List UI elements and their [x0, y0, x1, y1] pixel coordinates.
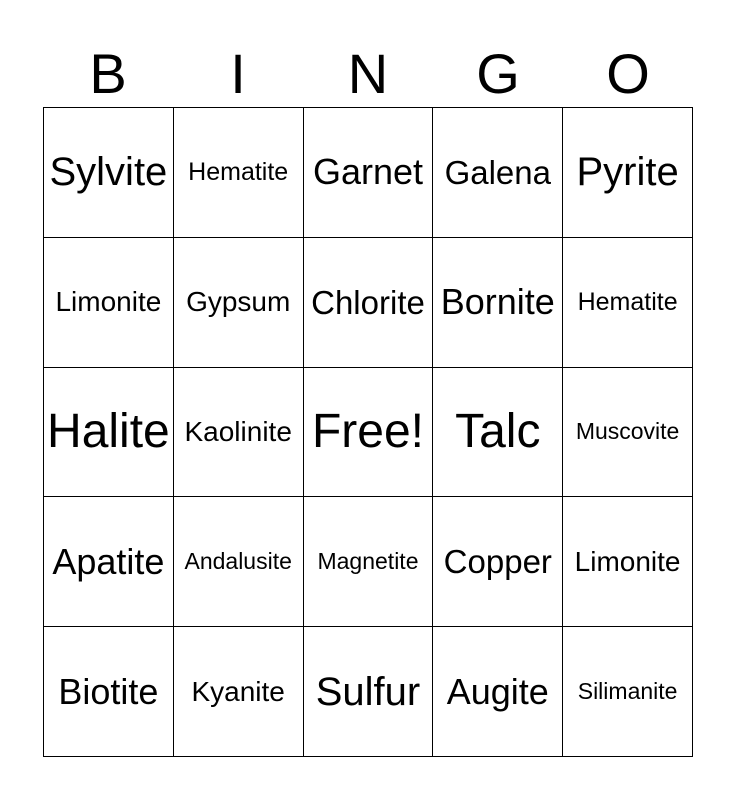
- cell-label: Biotite: [58, 670, 159, 712]
- cell-label: Sulfur: [315, 669, 421, 714]
- bingo-cell[interactable]: [563, 108, 693, 238]
- cell-label: Galena: [444, 153, 551, 191]
- bingo-cell[interactable]: [433, 497, 563, 627]
- cell-label: Kaolinite: [184, 415, 292, 447]
- bingo-cell[interactable]: [174, 238, 304, 368]
- cell-label: Silimanite: [577, 678, 678, 705]
- bingo-cell[interactable]: [304, 108, 434, 238]
- cell-label: Gypsum: [186, 286, 291, 318]
- cell-label: Hematite: [188, 157, 289, 186]
- cell-label: Bornite: [440, 281, 555, 323]
- header-letter-n: N: [347, 42, 389, 105]
- bingo-cell[interactable]: [304, 497, 434, 627]
- bingo-cell[interactable]: [433, 627, 563, 757]
- cell-label: Limonite: [55, 286, 162, 318]
- cell-label: Garnet: [312, 151, 424, 193]
- bingo-header: [43, 40, 693, 108]
- bingo-cell[interactable]: [174, 627, 304, 757]
- header-letter-o: O: [606, 42, 650, 105]
- cell-label: Chlorite: [311, 283, 425, 321]
- bingo-cell[interactable]: [563, 627, 693, 757]
- cell-label: Apatite: [52, 540, 165, 582]
- bingo-cell[interactable]: [44, 108, 174, 238]
- free-space-cell[interactable]: [304, 368, 434, 498]
- cell-label: Halite: [47, 404, 170, 458]
- cell-label: Limonite: [574, 545, 681, 577]
- bingo-cell[interactable]: [563, 238, 693, 368]
- cell-label: Muscovite: [575, 418, 680, 445]
- bingo-grid: [43, 107, 693, 757]
- bingo-cell[interactable]: [433, 238, 563, 368]
- cell-label: Augite: [446, 670, 549, 712]
- bingo-cell[interactable]: [174, 368, 304, 498]
- bingo-cell[interactable]: [563, 497, 693, 627]
- cell-label: Pyrite: [576, 150, 679, 195]
- header-letter-b: B: [89, 42, 127, 105]
- bingo-cell[interactable]: [304, 238, 434, 368]
- cell-label: Hematite: [577, 287, 678, 316]
- bingo-cell[interactable]: [174, 108, 304, 238]
- bingo-cell[interactable]: [174, 497, 304, 627]
- cell-label: Andalusite: [184, 548, 292, 575]
- bingo-cell[interactable]: [563, 368, 693, 498]
- bingo-cell[interactable]: [44, 497, 174, 627]
- bingo-cell[interactable]: [433, 368, 563, 498]
- bingo-cell[interactable]: [44, 627, 174, 757]
- bingo-cell[interactable]: [44, 238, 174, 368]
- header-letter-i: I: [230, 42, 246, 105]
- cell-label: Magnetite: [317, 548, 419, 575]
- bingo-cell[interactable]: [44, 368, 174, 498]
- header-letter-g: G: [476, 42, 520, 105]
- free-space-label: Free!: [311, 404, 424, 458]
- bingo-cell[interactable]: [433, 108, 563, 238]
- cell-label: Kyanite: [191, 675, 285, 707]
- cell-label: Talc: [455, 404, 541, 458]
- bingo-cell[interactable]: [304, 627, 434, 757]
- cell-label: Copper: [443, 543, 552, 581]
- cell-label: Sylvite: [49, 150, 168, 195]
